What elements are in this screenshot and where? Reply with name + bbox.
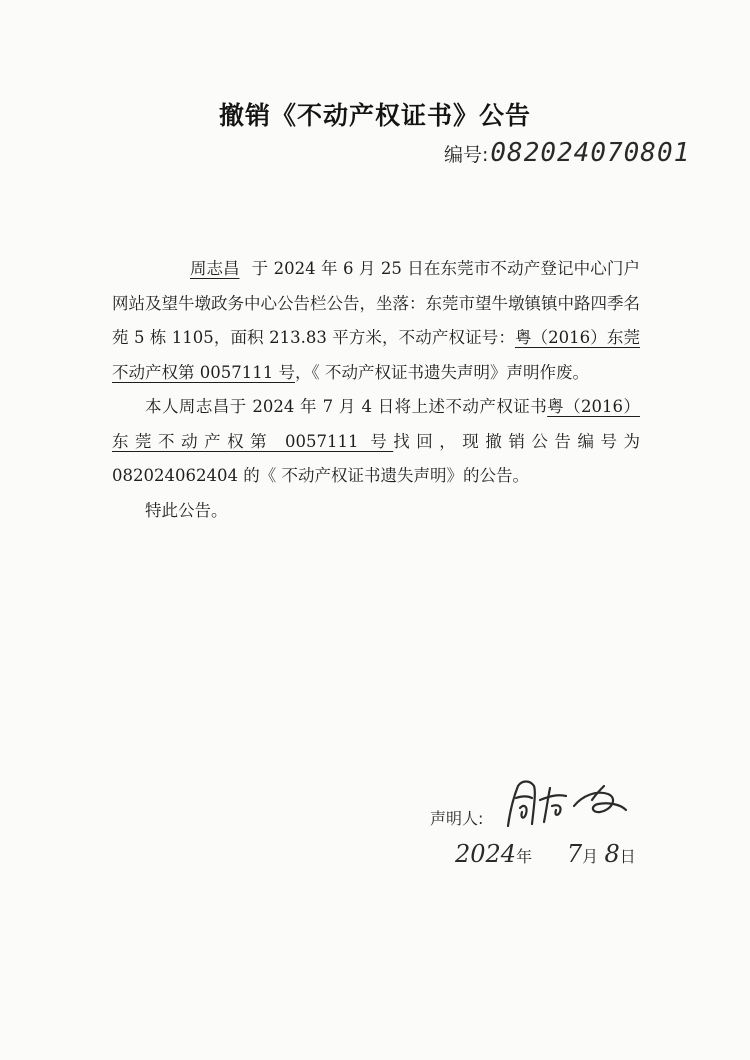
paragraph-2 [112, 390, 640, 494]
declarant-name: 周志昌 [190, 259, 240, 278]
paragraph-3: 特此公告。 [145, 500, 228, 520]
handwritten-signature [500, 776, 640, 836]
date-day-unit: 日 [619, 847, 636, 866]
serial-label: 编号: [444, 144, 489, 166]
sign-date [455, 840, 636, 868]
paragraph-1-text-b: ，《 不动产权证书遗失声明》声明作废。 [294, 362, 589, 382]
date-year-unit: 年 [516, 847, 533, 866]
page-title: 撤销《不动产权证书》公告 [218, 101, 531, 130]
declarant-label: 声明人: [430, 809, 484, 828]
paragraph-2-cert-no: 粤（2016）东莞不动产权第 0057111 号 [112, 397, 640, 451]
serial-value: 082024070801 [490, 138, 691, 168]
serial-number [444, 138, 690, 168]
paragraph-2-text-a: 本人周志昌于 2024 年 7 月 4 日将上述不动产权证书 [145, 397, 548, 416]
paragraph-1 [112, 252, 640, 390]
notice-body [112, 252, 640, 528]
paragraph-1-cert-no: 粤（2016）东莞不动产权第 0057111 号 [112, 328, 640, 382]
date-month: 7 [566, 840, 583, 868]
paragraph-1-text-a: 于 2024 年 6 月 25 日在东莞市不动产登记中心门户网站及望牛墩政务中心公告栏公告，坐落：东莞市望牛墩镇镇中路四季名苑 5 栋 1105，面积 213.83 平方米，不动产权证号： [112, 259, 640, 347]
date-day: 8 [604, 840, 620, 868]
date-month-unit: 月 [582, 847, 599, 866]
date-year: 2024 [455, 840, 517, 868]
paragraph-2-text-b: 找回，现撤销公告编号为 082024062404 的《 不动产权证书遗失声明》的公告。 [112, 431, 640, 485]
